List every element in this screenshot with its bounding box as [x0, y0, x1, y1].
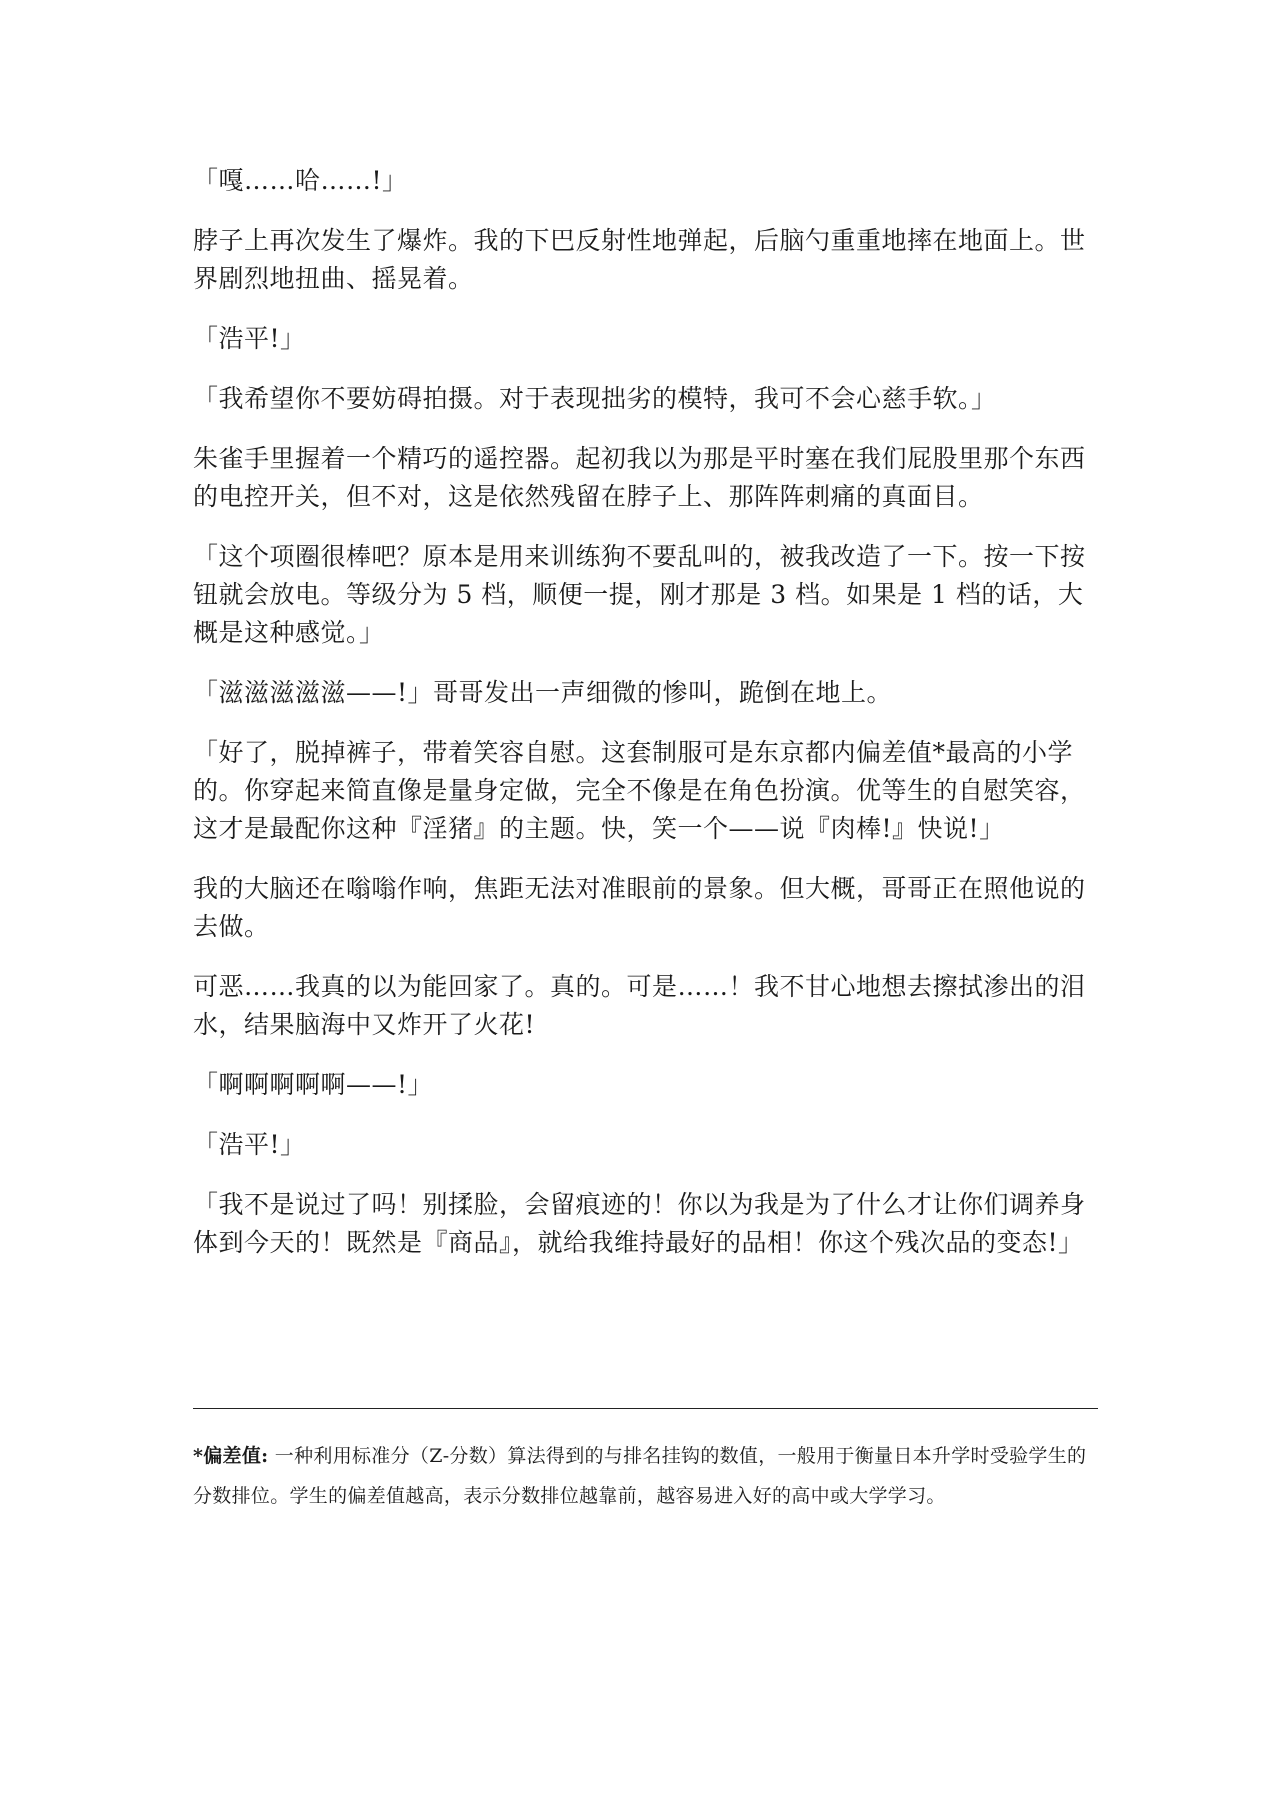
body-text [193, 162, 1098, 1284]
paragraph-8: 「好了，脱掉裤子，带着笑容自慰。这套制服可是东京都内偏差值*最高的小学的。你穿起来简直像是量身定做，完全不像是在角色扮演。优等生的自慰笑容，这才是最配你这种『淫猪』的主题。快，笑一个——说『肉棒!』快说!」 [193, 738, 1086, 843]
footnote-label: *偏差值: [193, 1445, 269, 1467]
paragraph-10: 可恶……我真的以为能回家了。真的。可是……！我不甘心地想去擦拭渗出的泪水，结果脑海中又炸开了火花! [193, 972, 1086, 1039]
paragraph-3: 「浩平!」 [193, 324, 306, 353]
paragraph-7: 「滋滋滋滋滋——!」哥哥发出一声细微的惨叫，跪倒在地上。 [193, 678, 893, 707]
paragraph-1: 「嘎……哈……!」 [193, 166, 408, 195]
footnote-text: 一种利用标准分（Z-分数）算法得到的与排名挂钩的数值，一般用于衡量日本升学时受验学生的分数排位。学生的偏差值越高，表示分数排位越靠前，越容易进入好的高中或大学学习。 [193, 1445, 1087, 1507]
paragraph-11: 「啊啊啊啊啊——!」 [193, 1070, 434, 1099]
footnote [193, 1436, 1098, 1516]
paragraph-12: 「浩平!」 [193, 1130, 306, 1159]
paragraph-6: 「这个项圈很棒吧？原本是用来训练狗不要乱叫的，被我改造了一下。按一下按钮就会放电。等级分为 5 档，顺便一提，刚才那是 3 档。如果是 1 档的话，大概是这种感觉。」 [193, 542, 1086, 647]
footnote-divider [193, 1408, 1098, 1409]
paragraph-9: 我的大脑还在嗡嗡作响，焦距无法对准眼前的景象。但大概，哥哥正在照他说的去做。 [193, 874, 1086, 941]
paragraph-5: 朱雀手里握着一个精巧的遥控器。起初我以为那是平时塞在我们屁股里那个东西的电控开关，但不对，这是依然残留在脖子上、那阵阵刺痛的真面目。 [193, 444, 1086, 511]
paragraph-13: 「我不是说过了吗！别揉脸，会留痕迹的！你以为我是为了什么才让你们调养身体到今天的！既然是『商品』，就给我维持最好的品相！你这个残次品的变态!」 [193, 1190, 1086, 1257]
paragraph-2: 脖子上再次发生了爆炸。我的下巴反射性地弹起，后脑勺重重地摔在地面上。世界剧烈地扭曲、摇晃着。 [193, 226, 1086, 293]
paragraph-4: 「我希望你不要妨碍拍摄。对于表现拙劣的模特，我可不会心慈手软。」 [193, 384, 997, 413]
